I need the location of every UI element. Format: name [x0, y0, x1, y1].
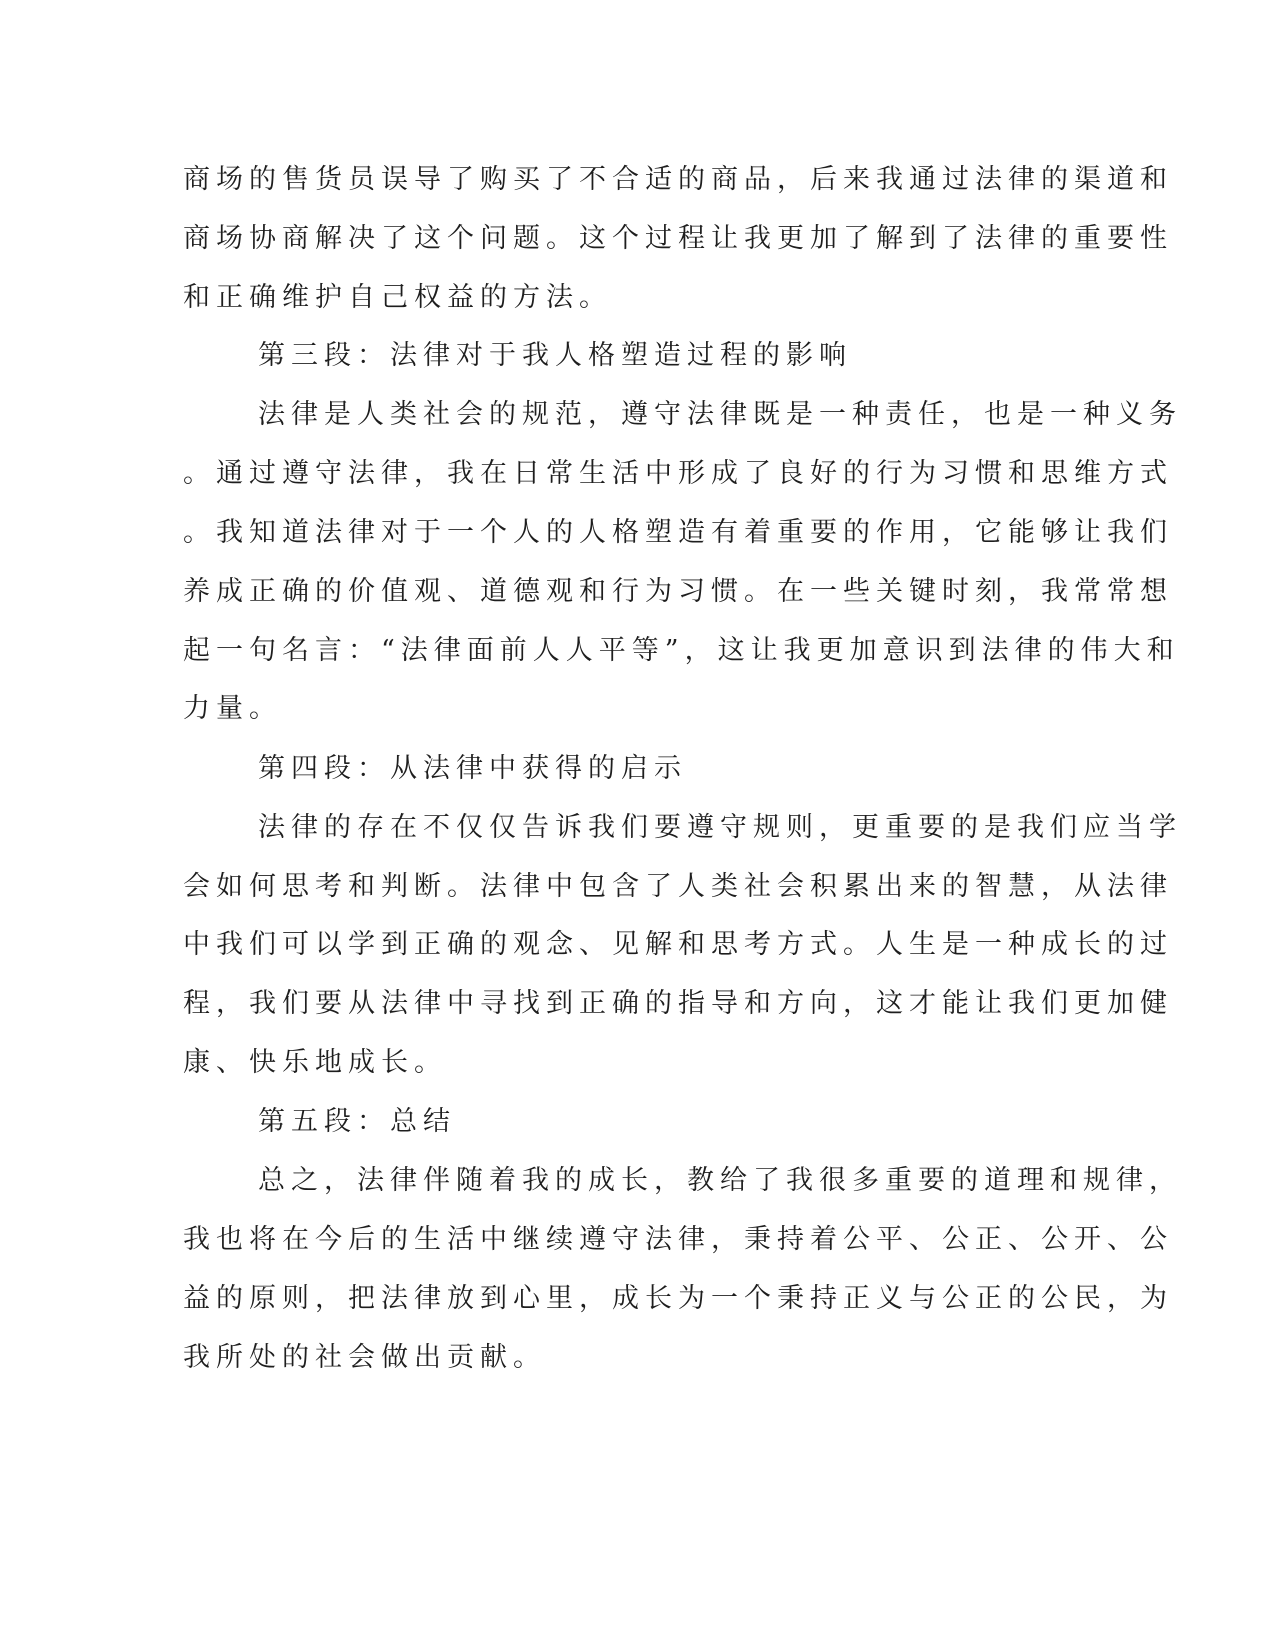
- paragraph-line: 我所处的社会做出贡献。: [183, 1342, 546, 1373]
- paragraph-line: 起一句名言：“法律面前人人平等”，这让我更加意识到法律的伟大和: [183, 635, 1180, 666]
- paragraph-line: 。通过遵守法律，我在日常生活中形成了良好的行为习惯和思维方式: [183, 458, 1173, 489]
- paragraph-line: 养成正确的价值观、道德观和行为习惯。在一些关键时刻，我常常想: [183, 576, 1173, 607]
- paragraph-line: 我也将在今后的生活中继续遵守法律，秉持着公平、公正、公开、公: [183, 1224, 1173, 1255]
- paragraph-line: 。我知道法律对于一个人的人格塑造有着重要的作用，它能够让我们: [183, 517, 1173, 548]
- section-heading-4: 第四段：从法律中获得的启示: [258, 753, 687, 784]
- paragraph-line: 益的原则，把法律放到心里，成长为一个秉持正义与公正的公民，为: [183, 1283, 1173, 1314]
- paragraph-line: 会如何思考和判断。法律中包含了人类社会积累出来的智慧，从法律: [183, 871, 1173, 902]
- section-heading-5: 第五段：总结: [258, 1106, 456, 1137]
- paragraph-line: 商场的售货员误导了购买了不合适的商品，后来我通过法律的渠道和: [183, 164, 1173, 195]
- paragraph-line: 法律是人类社会的规范，遵守法律既是一种责任，也是一种义务: [258, 399, 1182, 430]
- paragraph-line: 中我们可以学到正确的观念、见解和思考方式。人生是一种成长的过: [183, 929, 1173, 960]
- paragraph-line: 和正确维护自己权益的方法。: [183, 282, 612, 313]
- section-heading-3: 第三段：法律对于我人格塑造过程的影响: [258, 340, 852, 371]
- paragraph-line: 程，我们要从法律中寻找到正确的指导和方向，这才能让我们更加健: [183, 988, 1173, 1019]
- paragraph-line: 总之，法律伴随着我的成长，教给了我很多重要的道理和规律，: [258, 1165, 1182, 1196]
- paragraph-line: 康、快乐地成长。: [183, 1047, 447, 1078]
- paragraph-line: 力量。: [183, 693, 282, 724]
- paragraph-line: 法律的存在不仅仅告诉我们要遵守规则，更重要的是我们应当学: [258, 812, 1182, 843]
- paragraph-line: 商场协商解决了这个问题。这个过程让我更加了解到了法律的重要性: [183, 223, 1173, 254]
